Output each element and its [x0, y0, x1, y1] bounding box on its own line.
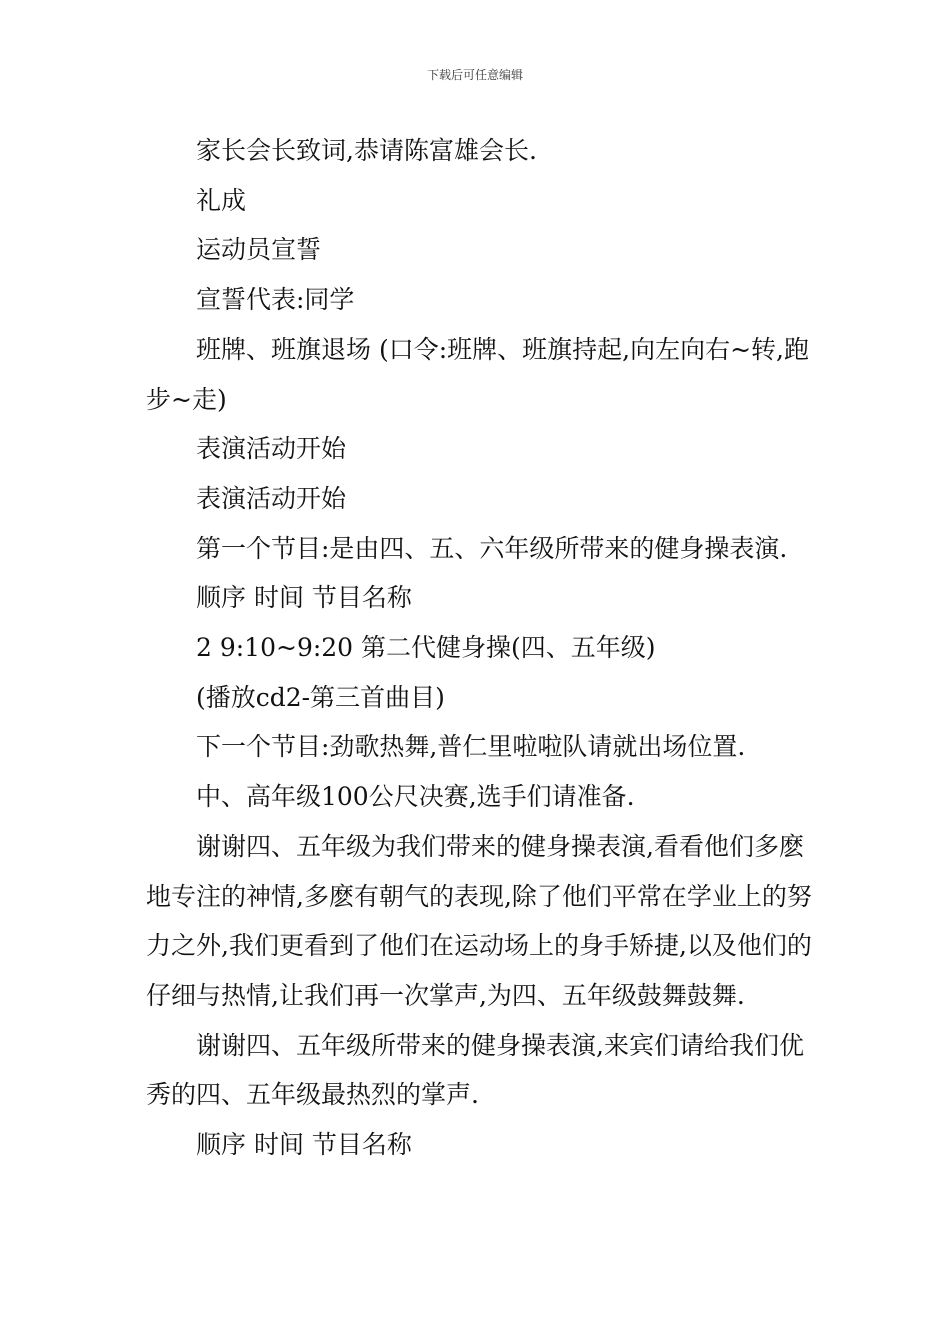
paragraph: 2 9:10~9:20 第二代健身操(四、五年级): [196, 633, 656, 663]
paragraph: 班牌、班旗退场 (口令:班牌、班旗持起,向左向右~转,跑步~走): [146, 334, 809, 414]
paragraph: 谢谢四、五年级所带来的健身操表演,来宾们请给我们优秀的四、五年级最热烈的掌声.: [146, 1030, 804, 1110]
paragraph: 中、高年级100公尺决赛,选手们请准备.: [196, 782, 635, 812]
paragraph: 家长会长致词,恭请陈富雄会长.: [196, 136, 537, 165]
paragraph: 顺序 时间 节目名称: [196, 1130, 412, 1160]
paragraph: 宣誓代表:同学: [196, 285, 355, 315]
paragraph: 下一个节目:劲歌热舞,普仁里啦啦队请就出场位置.: [196, 732, 746, 762]
paragraph: 礼成: [196, 185, 247, 215]
paragraph: (播放cd2-第三首曲目): [196, 682, 445, 712]
paragraph: 顺序 时间 节目名称: [196, 583, 412, 613]
paragraph: 表演活动开始: [196, 434, 347, 464]
page-header: 下载后可任意编辑: [426, 68, 523, 82]
paragraph: 表演活动开始: [196, 483, 347, 513]
document-body: [146, 126, 814, 1170]
paragraph: 运动员宣誓: [196, 235, 322, 265]
paragraph: 第一个节目:是由四、五、六年级所带来的健身操表演.: [196, 533, 788, 563]
paragraph: 谢谢四、五年级为我们带来的健身操表演,看看他们多麽地专注的神情,多麽有朝气的表现,除了他们平常在学业上的努力之外,我们更看到了他们在运动场上的身手矫捷,以及他们的仔细与热情,让我们再一次掌声,为四、五年级鼓舞鼓舞.: [146, 831, 812, 1010]
